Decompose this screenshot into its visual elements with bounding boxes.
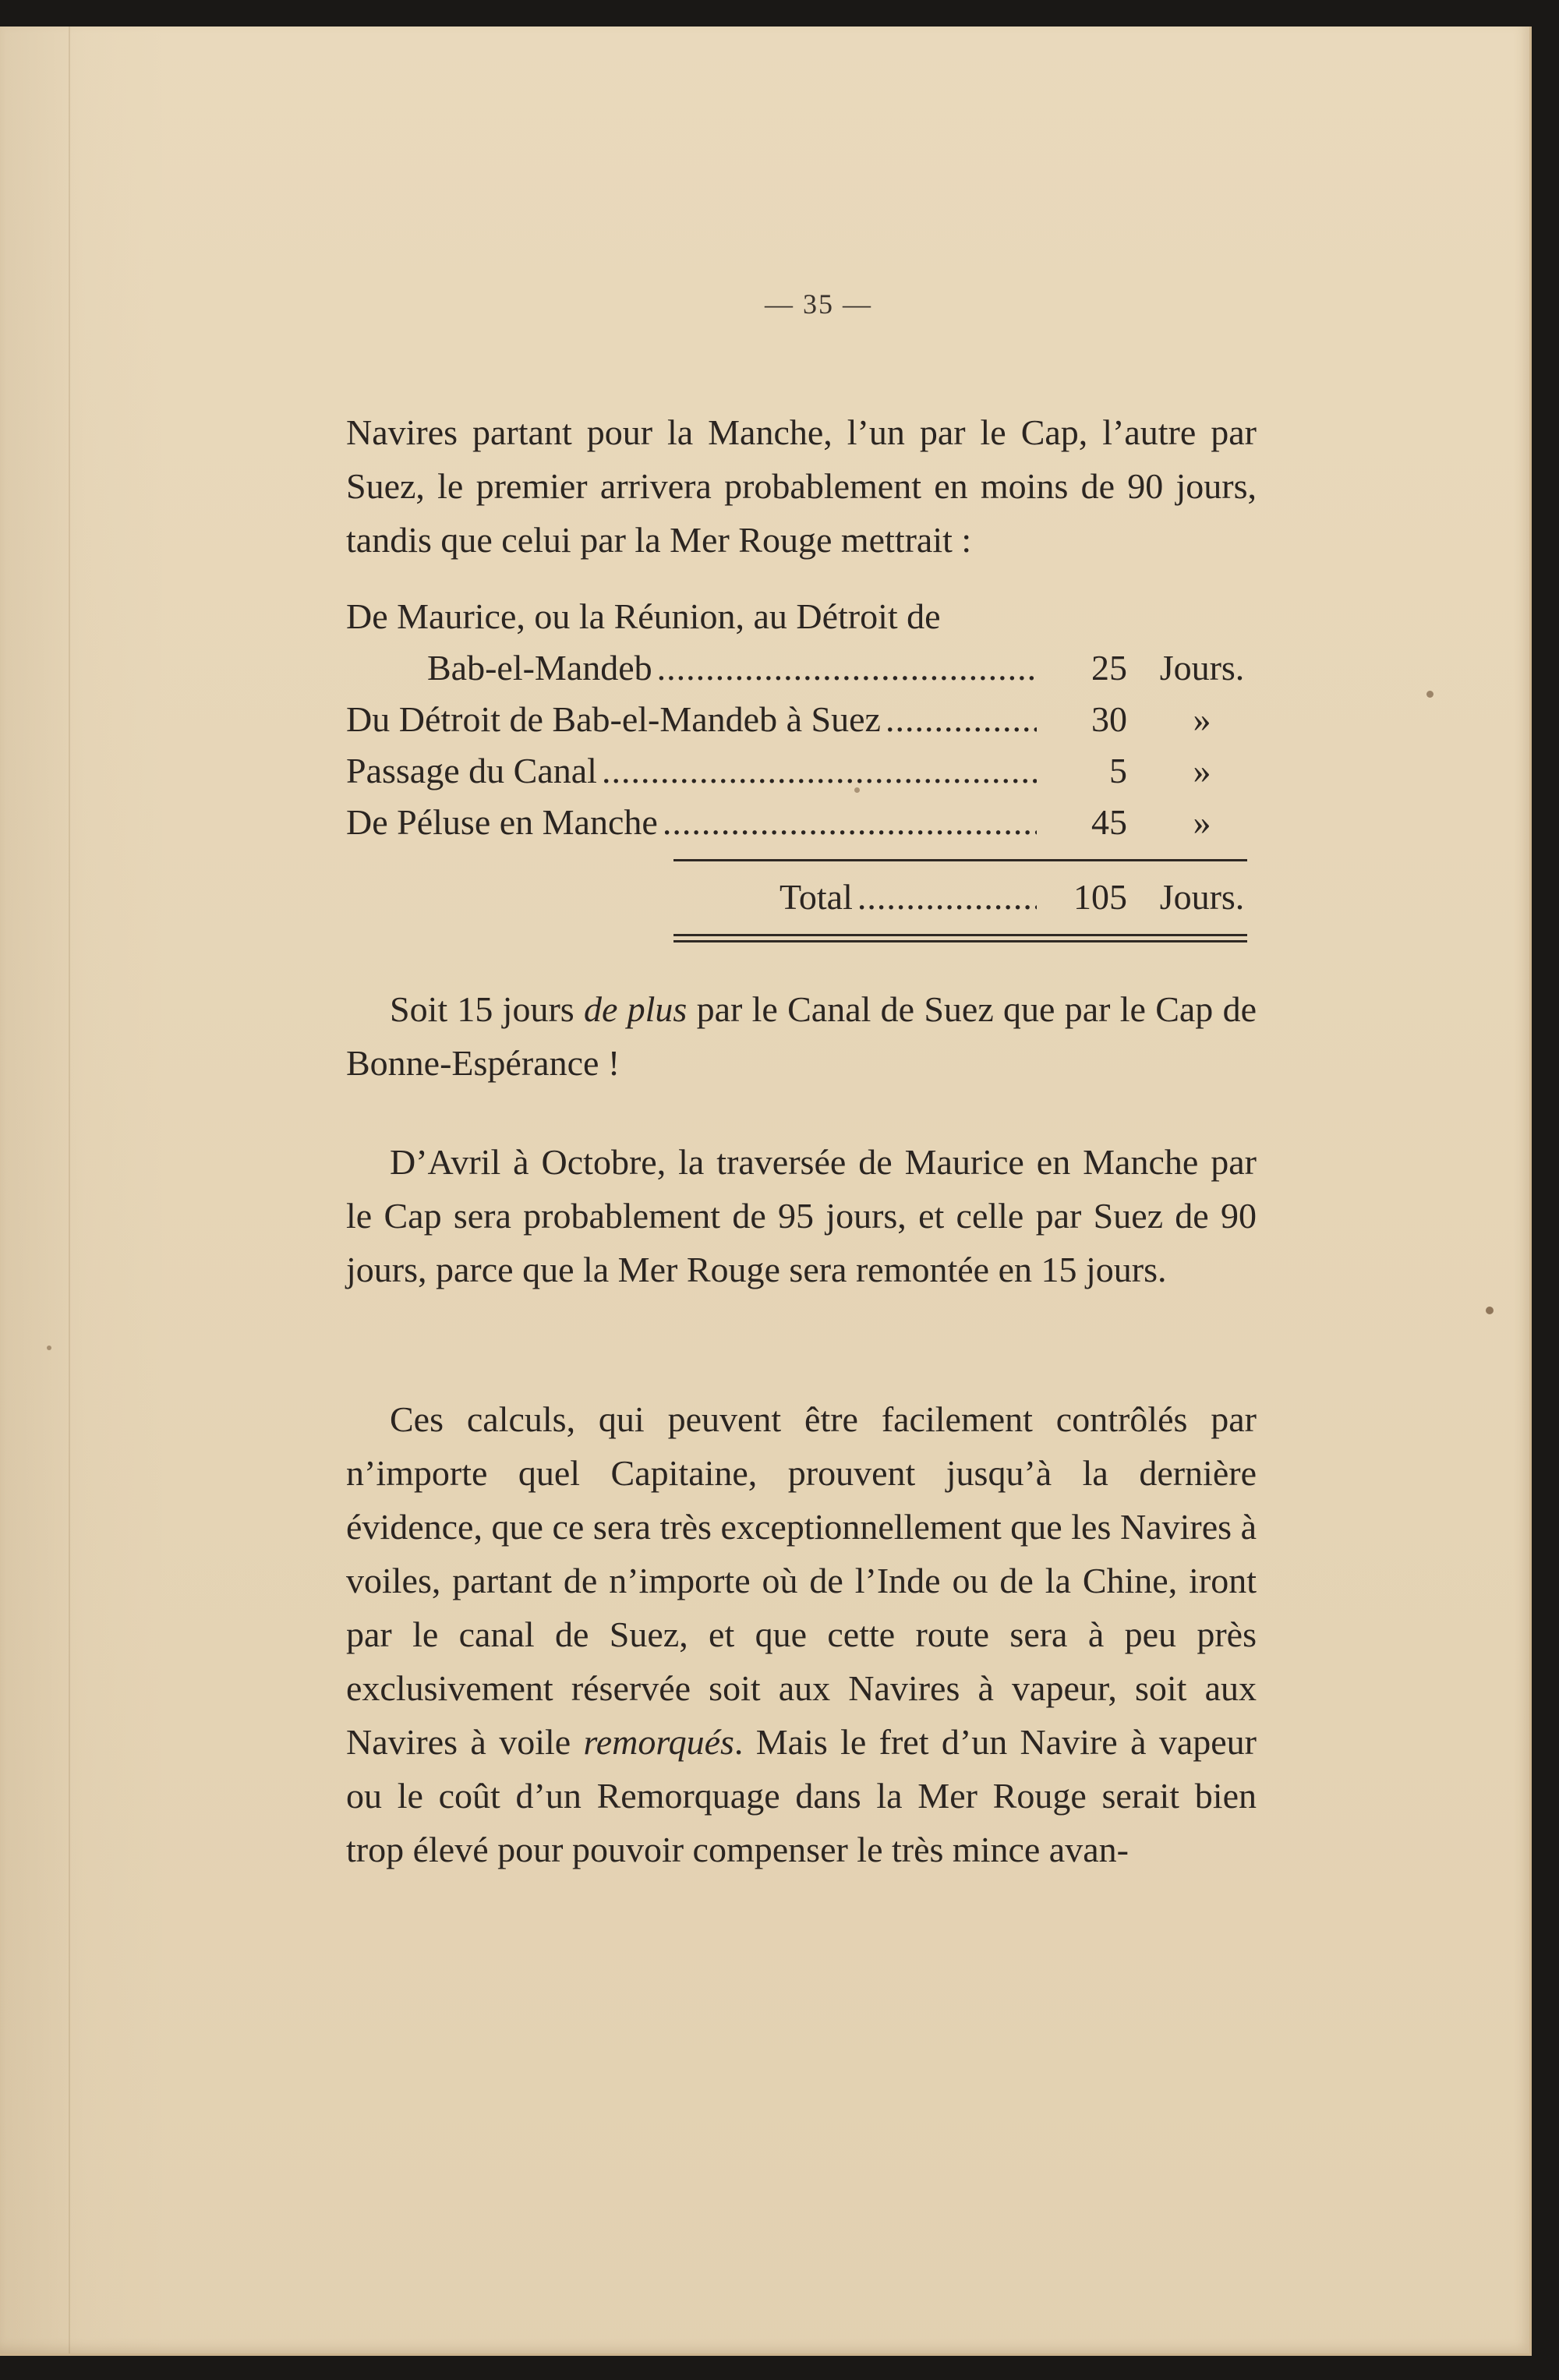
total-label: Total [780, 877, 853, 917]
itinerary-unit: Jours. [1159, 648, 1245, 688]
total-double-rule [673, 934, 1247, 942]
itinerary-label: De Péluse en Manche [346, 802, 658, 842]
leader-dots [857, 876, 1037, 918]
itinerary-row [346, 642, 1257, 694]
itinerary-label: Bab-el-Mandeb [427, 648, 652, 688]
emphasis-text: remorqués [583, 1722, 734, 1762]
paragraph-text: Ces calculs, qui peuvent être facilement contrôlés par n’importe quel Capitaine, prouvent jusqu’à la dernière évidence, que ce sera très exceptionnellement que les Navires à voiles, partant de n’importe où de l’Inde ou de la Chine, iront par le canal de Suez, et que cette route sera à peu près exclusivement réservée soit aux Navires à vapeur, soit aux Navires à voile [346, 1399, 1257, 1762]
itinerary-label: Du Détroit de Bab-el-Mandeb à Suez [346, 699, 881, 739]
itinerary-days: 25 [1091, 648, 1127, 688]
page-gutter [69, 27, 70, 2353]
paragraph-conclusion [346, 1392, 1257, 1876]
sum-rule [673, 859, 1247, 861]
paragraph-season: D’Avril à Octobre, la traversée de Maurice en Manche par le Cap sera probablement de 95 jours, et celle par Suez de 90 jours, parce que la Mer Rouge sera remontée en 15 jours. [346, 1142, 1257, 1289]
paragraph-text: par le Canal de Suez que par le Cap de Bonne-Espérance ! [346, 989, 1257, 1083]
itinerary-total-row [780, 876, 1257, 928]
itinerary-row [346, 797, 1257, 848]
paragraph-intro: Navires partant pour la Manche, l’un par le Cap, l’autre par Suez, le premier arrivera probablement en moins de 90 jours, tandis que celui par la Mer Rouge mettrait : [346, 412, 1257, 560]
paragraph-text: Soit 15 jours [390, 989, 584, 1029]
itinerary-row [346, 694, 1257, 745]
leader-dots [657, 642, 1037, 694]
itinerary-row [346, 745, 1257, 797]
itinerary-days: 45 [1091, 802, 1127, 842]
itinerary-unit: » [1193, 802, 1211, 842]
leader-dots [886, 694, 1037, 745]
paper-speck [47, 1346, 51, 1350]
paragraph-text: . Mais le fret d’un Navire à vapeur ou le coût d’un Remorquage dans la Mer Rouge serait bien trop élevé pour pouvoir compenser le très mince avan- [346, 1722, 1257, 1869]
leader-dots [663, 797, 1037, 848]
emphasis-text: de plus [583, 989, 688, 1029]
paragraph-difference [346, 982, 1257, 1090]
itinerary-row-header [346, 591, 1257, 642]
itinerary-unit: » [1193, 699, 1211, 739]
paper-speck [854, 787, 860, 793]
total-unit: Jours. [1159, 877, 1245, 917]
paper-speck [1486, 1307, 1494, 1314]
itinerary-label: De Maurice, ou la Réunion, au Détroit de [346, 596, 941, 636]
paper-speck [1426, 691, 1434, 698]
itinerary-days: 30 [1091, 699, 1127, 739]
itinerary-table [346, 591, 1257, 848]
page-number: — 35 — [765, 288, 872, 320]
itinerary-days: 5 [1109, 751, 1127, 790]
book-page [0, 27, 1532, 2356]
total-days: 105 [1073, 877, 1127, 917]
itinerary-label: Passage du Canal [346, 751, 597, 790]
itinerary-unit: » [1193, 751, 1211, 790]
leader-dots [602, 745, 1037, 797]
